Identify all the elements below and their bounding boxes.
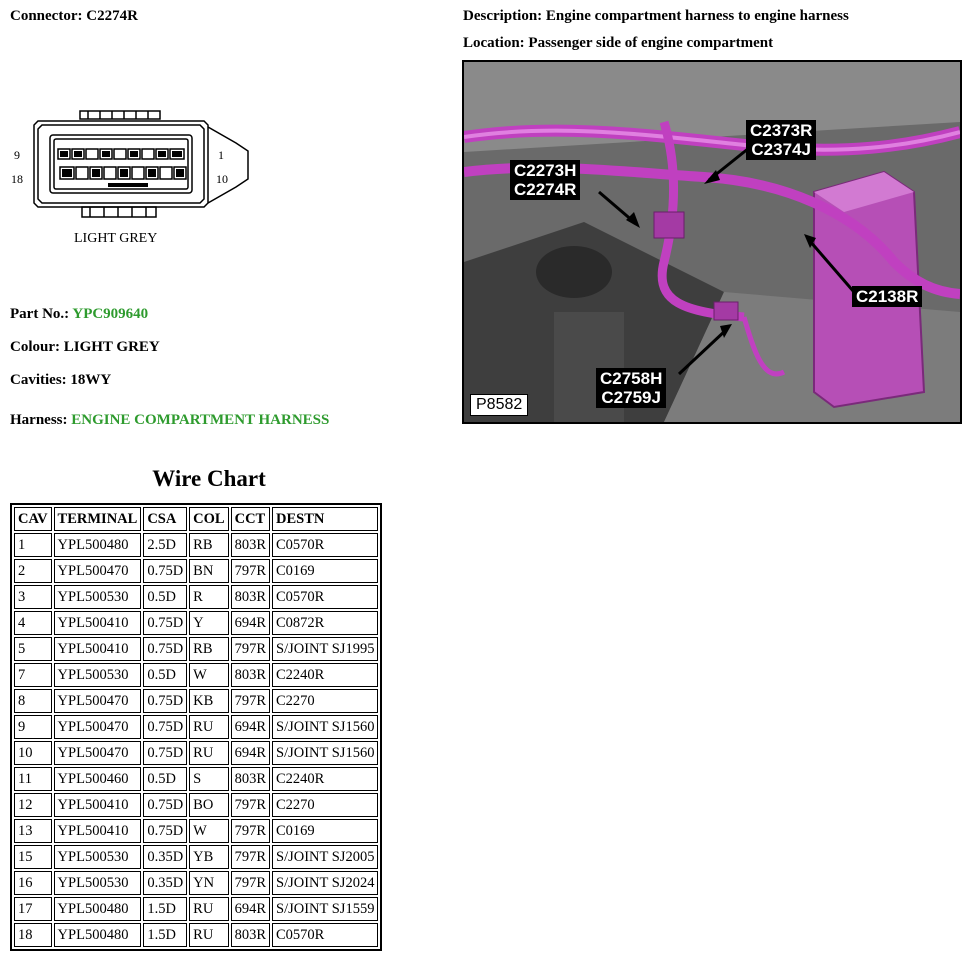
cell-col: RB [189, 637, 228, 661]
cavities-field [10, 372, 111, 389]
cell-cct: 797R [231, 845, 270, 869]
wire-chart-header-destn: DESTN [272, 507, 378, 531]
table-row [14, 897, 378, 921]
cell-col: S [189, 767, 228, 791]
cell-cav: 13 [14, 819, 52, 843]
table-row [14, 871, 378, 895]
cell-destn: S/JOINT SJ1560 [272, 715, 378, 739]
cell-terminal: YPL500470 [54, 689, 142, 713]
cell-col: RU [189, 923, 228, 947]
location-label: Location: [463, 35, 525, 51]
cell-destn: C2240R [272, 663, 378, 687]
table-row [14, 923, 378, 947]
cell-cav: 18 [14, 923, 52, 947]
cell-col: RB [189, 533, 228, 557]
cell-col: R [189, 585, 228, 609]
cell-cct: 797R [231, 871, 270, 895]
cell-csa: 0.5D [143, 585, 187, 609]
cell-col: W [189, 819, 228, 843]
table-row [14, 533, 378, 557]
wire-chart-header-cct: CCT [231, 507, 270, 531]
cell-cav: 9 [14, 715, 52, 739]
cell-cav: 16 [14, 871, 52, 895]
wire-chart-header-cav: CAV [14, 507, 52, 531]
table-row [14, 611, 378, 635]
cell-col: BN [189, 559, 228, 583]
cell-destn: C0570R [272, 923, 378, 947]
cell-terminal: YPL500410 [54, 637, 142, 661]
wire-chart-header-row [14, 507, 378, 531]
cell-cct: 694R [231, 611, 270, 635]
cell-col: Y [189, 611, 228, 635]
colour-field [10, 339, 160, 356]
table-row [14, 845, 378, 869]
location-value: Passenger side of engine compartment [528, 35, 774, 51]
cell-cav: 15 [14, 845, 52, 869]
cell-col: YB [189, 845, 228, 869]
wire-chart-title: Wire Chart [152, 466, 266, 491]
cell-cct: 797R [231, 689, 270, 713]
wire-chart-table [10, 503, 382, 951]
cell-cav: 10 [14, 741, 52, 765]
cell-csa: 0.75D [143, 689, 187, 713]
cell-destn: C2270 [272, 793, 378, 817]
cell-csa: 0.75D [143, 559, 187, 583]
cell-col: KB [189, 689, 228, 713]
cell-cct: 803R [231, 767, 270, 791]
callout-c2373r-c2374j: C2373R C2374J [746, 120, 816, 160]
connector-field [10, 8, 138, 25]
table-row [14, 741, 378, 765]
cell-csa: 1.5D [143, 923, 187, 947]
callout-c2273h-c2274r: C2273H C2274R [510, 160, 580, 200]
cell-cct: 797R [231, 559, 270, 583]
cell-csa: 0.75D [143, 819, 187, 843]
engine-bay-illustration [464, 62, 960, 422]
cell-csa: 0.75D [143, 611, 187, 635]
cell-terminal: YPL500410 [54, 793, 142, 817]
cell-csa: 0.5D [143, 663, 187, 687]
cell-terminal: YPL500530 [54, 845, 142, 869]
table-row [14, 715, 378, 739]
table-row [14, 793, 378, 817]
cell-col: RU [189, 741, 228, 765]
cell-cct: 797R [231, 793, 270, 817]
cell-cav: 8 [14, 689, 52, 713]
wire-chart-header-terminal: TERMINAL [54, 507, 142, 531]
cell-destn: C2270 [272, 689, 378, 713]
cell-destn: S/JOINT SJ1559 [272, 897, 378, 921]
cavities-label: Cavities: [10, 372, 67, 388]
cell-destn: S/JOINT SJ1995 [272, 637, 378, 661]
wire-chart-header-col: COL [189, 507, 228, 531]
colour-value: LIGHT GREY [63, 339, 160, 355]
cell-col: RU [189, 897, 228, 921]
cell-terminal: YPL500470 [54, 741, 142, 765]
cell-csa: 0.35D [143, 845, 187, 869]
table-row [14, 663, 378, 687]
cell-cav: 12 [14, 793, 52, 817]
cell-terminal: YPL500410 [54, 819, 142, 843]
cell-destn: C0169 [272, 819, 378, 843]
cell-csa: 2.5D [143, 533, 187, 557]
table-row [14, 767, 378, 791]
cell-cav: 1 [14, 533, 52, 557]
cell-csa: 0.35D [143, 871, 187, 895]
harness-link[interactable]: ENGINE COMPARTMENT HARNESS [71, 412, 330, 428]
description-label: Description: [463, 8, 543, 24]
cell-cct: 803R [231, 533, 270, 557]
part-no-link[interactable]: YPC909640 [72, 306, 149, 322]
pin-label-left-top: 9 [14, 148, 20, 162]
cell-cav: 7 [14, 663, 52, 687]
cell-cct: 803R [231, 663, 270, 687]
pin-label-right-bottom: 10 [216, 172, 228, 186]
cell-csa: 0.75D [143, 715, 187, 739]
table-row [14, 689, 378, 713]
pin-label-right-top: 1 [218, 148, 224, 162]
cell-cct: 803R [231, 923, 270, 947]
cell-cav: 2 [14, 559, 52, 583]
cell-cct: 797R [231, 819, 270, 843]
cell-cav: 3 [14, 585, 52, 609]
cell-csa: 0.5D [143, 767, 187, 791]
callout-c2138r: C2138R [852, 286, 922, 307]
diagram-caption: LIGHT GREY [74, 231, 158, 246]
cell-terminal: YPL500470 [54, 559, 142, 583]
cell-destn: C0872R [272, 611, 378, 635]
table-row [14, 637, 378, 661]
cell-terminal: YPL500530 [54, 871, 142, 895]
cell-csa: 0.75D [143, 637, 187, 661]
cell-destn: S/JOINT SJ1560 [272, 741, 378, 765]
cell-cct: 797R [231, 637, 270, 661]
cell-csa: 0.75D [143, 793, 187, 817]
description-value: Engine compartment harness to engine harness [545, 8, 849, 24]
pin-label-left-bottom: 18 [11, 172, 23, 186]
location-field [463, 35, 773, 52]
cell-cct: 694R [231, 897, 270, 921]
harness-field [10, 412, 329, 429]
cell-cct: 694R [231, 715, 270, 739]
wire-chart-header-csa: CSA [143, 507, 187, 531]
cell-cav: 4 [14, 611, 52, 635]
cell-terminal: YPL500460 [54, 767, 142, 791]
cell-col: BO [189, 793, 228, 817]
connector-face-diagram [8, 105, 258, 255]
cell-destn: C0570R [272, 585, 378, 609]
cell-col: W [189, 663, 228, 687]
cell-destn: S/JOINT SJ2024 [272, 871, 378, 895]
cell-destn: C2240R [272, 767, 378, 791]
cell-terminal: YPL500530 [54, 663, 142, 687]
cell-terminal: YPL500480 [54, 533, 142, 557]
part-no-label: Part No.: [10, 306, 70, 322]
cell-csa: 1.5D [143, 897, 187, 921]
colour-label: Colour: [10, 339, 60, 355]
cell-cav: 11 [14, 767, 52, 791]
cell-cav: 5 [14, 637, 52, 661]
cell-terminal: YPL500470 [54, 715, 142, 739]
connector-value: C2274R [86, 8, 138, 24]
location-photo [462, 60, 962, 424]
table-row [14, 819, 378, 843]
cell-col: YN [189, 871, 228, 895]
connector-label: Connector: [10, 8, 83, 24]
cell-terminal: YPL500480 [54, 923, 142, 947]
part-no-field [10, 306, 148, 323]
cavities-value: 18WY [70, 372, 112, 388]
cell-terminal: YPL500530 [54, 585, 142, 609]
cell-destn: C0570R [272, 533, 378, 557]
cell-terminal: YPL500410 [54, 611, 142, 635]
description-field [463, 8, 849, 25]
cell-destn: C0169 [272, 559, 378, 583]
cell-col: RU [189, 715, 228, 739]
cell-cav: 17 [14, 897, 52, 921]
cell-destn: S/JOINT SJ2005 [272, 845, 378, 869]
table-row [14, 585, 378, 609]
cell-cct: 694R [231, 741, 270, 765]
cell-csa: 0.75D [143, 741, 187, 765]
cell-cct: 803R [231, 585, 270, 609]
table-row [14, 559, 378, 583]
harness-label: Harness: [10, 412, 68, 428]
cell-terminal: YPL500480 [54, 897, 142, 921]
photo-id-label: P8582 [470, 394, 528, 416]
callout-c2758h-c2759j: C2758H C2759J [596, 368, 666, 408]
